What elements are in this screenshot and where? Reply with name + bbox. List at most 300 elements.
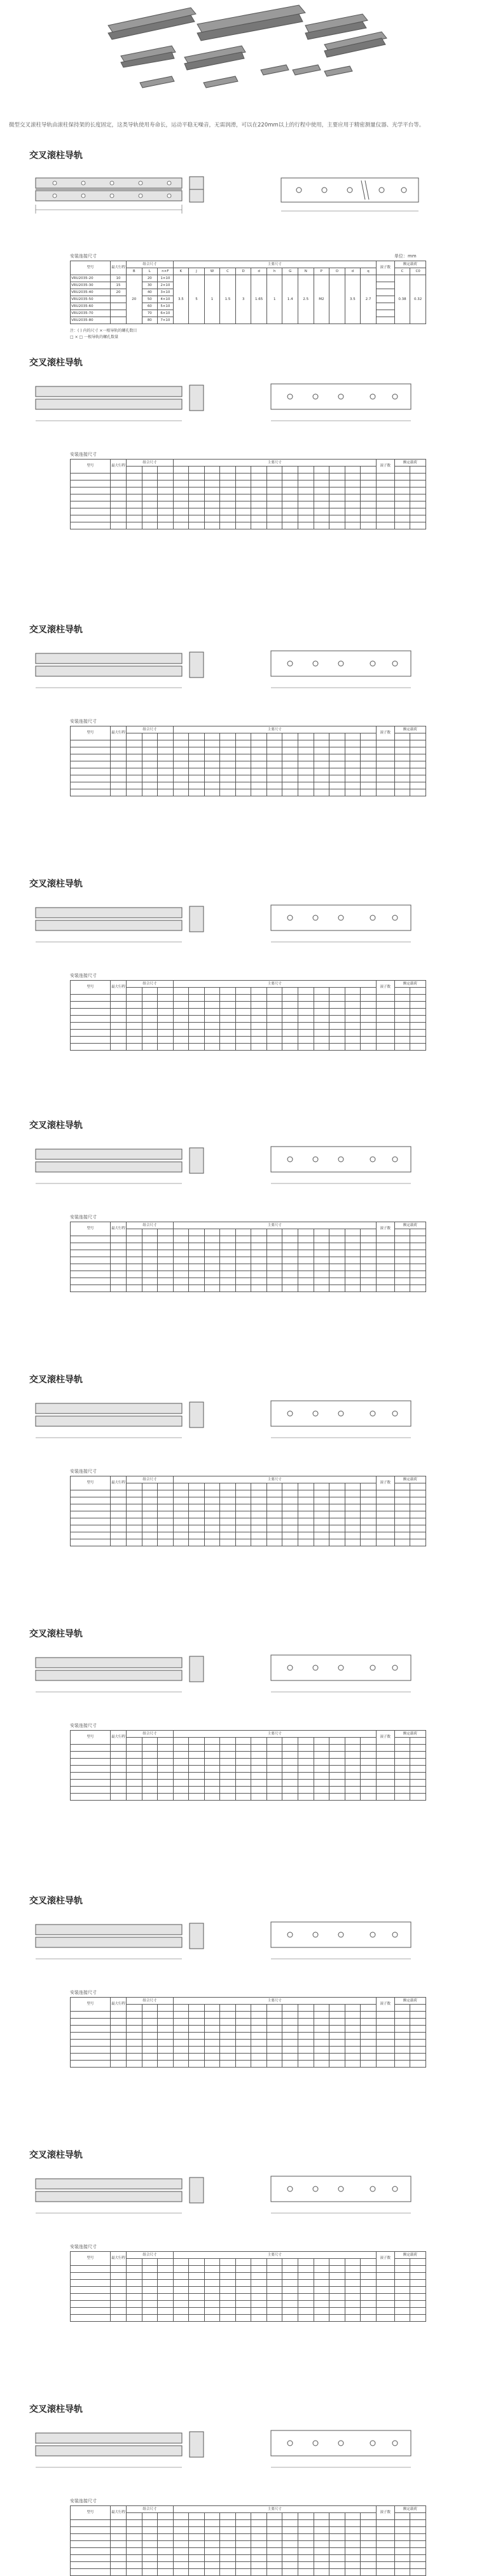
table-cell: [189, 1037, 205, 1044]
table-cell: [410, 2555, 426, 2562]
table-cell: [410, 2266, 426, 2273]
table-row: [71, 775, 426, 782]
table-cell: [127, 1745, 142, 1752]
table-cell: [251, 474, 267, 480]
table-cell: [111, 2527, 127, 2534]
table-cell: [127, 2040, 142, 2047]
table-cell: [361, 1539, 377, 1546]
table-cell: [345, 522, 361, 529]
table-cell: [394, 1532, 410, 1539]
table-cell: [189, 1787, 205, 1794]
rail-drawing: [29, 1135, 424, 1199]
table-cell: [329, 1250, 345, 1257]
table-cell: [345, 2534, 361, 2541]
table-cell: [71, 1257, 111, 1264]
table-cell: [235, 2555, 251, 2562]
table-cell: [361, 1773, 377, 1780]
table-cell: [173, 1497, 189, 1504]
col-header: [251, 733, 267, 740]
table-cell: [345, 1243, 361, 1250]
header-main-dims: 主要尺寸: [173, 726, 376, 733]
table-cell: [158, 1285, 174, 1292]
table-cell: [298, 1002, 314, 1009]
table-cell: [127, 1766, 142, 1773]
table-cell: [127, 2287, 142, 2294]
table-cell: [158, 1532, 174, 1539]
table-cell: [127, 1794, 142, 1801]
table-cell: [220, 2054, 236, 2061]
table-cell: [345, 2569, 361, 2576]
table-cell: [394, 1780, 410, 1787]
table-cell: [220, 789, 236, 796]
table-cell: [361, 761, 377, 768]
col-header: [173, 988, 189, 995]
table-cell: [189, 1257, 205, 1264]
table-cell: [361, 1285, 377, 1292]
table-cell: [282, 1525, 298, 1532]
table-cell: [127, 522, 142, 529]
table-cell: [361, 1532, 377, 1539]
table-cell: [235, 1037, 251, 1044]
table-cell: [361, 1037, 377, 1044]
cell-N: 2.5: [298, 275, 314, 324]
table-cell: [235, 2019, 251, 2026]
table-cell: [266, 480, 282, 487]
table-cell: [220, 2301, 236, 2308]
table-cell: [173, 1539, 189, 1546]
table-cell: [314, 508, 329, 515]
table-cell: [142, 522, 158, 529]
col-header: [410, 1738, 426, 1745]
table-cell: [220, 2040, 236, 2047]
table-row: [71, 1504, 426, 1511]
table-cell: [251, 1766, 267, 1773]
table-cell: [251, 1511, 267, 1518]
table-cell: [410, 2541, 426, 2548]
cell-rollers: [376, 296, 394, 303]
table-cell: [266, 1773, 282, 1780]
table-cell: [410, 768, 426, 775]
table-cell: [282, 2534, 298, 2541]
table-cell: [111, 1766, 127, 1773]
table-cell: [361, 1236, 377, 1243]
table-cell: [361, 2266, 377, 2273]
table-cell: [220, 508, 236, 515]
table-cell: [189, 494, 205, 501]
table-cell: [71, 1511, 111, 1518]
table-cell: [173, 2273, 189, 2280]
table-cell: [71, 1285, 111, 1292]
col-header: [314, 2005, 329, 2012]
table-cell: [204, 789, 220, 796]
table-row: [71, 2301, 426, 2308]
table-cell: [410, 501, 426, 508]
header-rollers: 滚子数: [376, 2252, 394, 2266]
table-cell: [298, 2287, 314, 2294]
table-cell: [142, 2548, 158, 2555]
table-cell: [266, 1752, 282, 1759]
table-cell: [361, 474, 377, 480]
table-cell: [142, 1539, 158, 1546]
table-cell: [220, 2019, 236, 2026]
table-cell: [127, 1525, 142, 1532]
table-cell: [329, 789, 345, 796]
table-cell: [266, 1023, 282, 1030]
table-cell: [361, 494, 377, 501]
col-header: [220, 1738, 236, 1745]
header-rollers: 滚子数: [376, 2506, 394, 2520]
table-cell: [314, 1532, 329, 1539]
table-cell: [189, 2054, 205, 2061]
table-cell: [71, 740, 111, 747]
table-cell: [298, 2061, 314, 2068]
table-cell: [189, 768, 205, 775]
table-cell: [158, 2294, 174, 2301]
table-cell: [189, 1780, 205, 1787]
table-cell: [410, 2026, 426, 2033]
section-title: 交叉滚柱导轨: [29, 625, 83, 635]
table-cell: [251, 2534, 267, 2541]
table-row: [71, 2527, 426, 2534]
table-row: [71, 1271, 426, 1278]
table-cell: [71, 474, 111, 480]
col-header: [173, 1483, 189, 1490]
table-row: [71, 2061, 426, 2068]
table-cell: [282, 1257, 298, 1264]
table-cell: [266, 761, 282, 768]
table-cell: [111, 1759, 127, 1766]
table-cell: [71, 1264, 111, 1271]
table-cell: [173, 2562, 189, 2569]
cell-h: 1: [266, 275, 282, 324]
table-cell: [251, 501, 267, 508]
table-cell: [314, 487, 329, 494]
table-cell: [376, 1016, 394, 1023]
table-cell: [204, 2541, 220, 2548]
table-cell: [251, 2555, 267, 2562]
table-cell: [173, 2026, 189, 2033]
table-cell: [394, 1787, 410, 1794]
table-cell: [142, 1759, 158, 1766]
table-cell: [266, 1236, 282, 1243]
table-row: [71, 2280, 426, 2287]
table-cell: [361, 522, 377, 529]
table-cell: [298, 1511, 314, 1518]
table-cell: [189, 2033, 205, 2040]
col-header: [158, 733, 174, 740]
table-cell: [111, 740, 127, 747]
table-cell: [111, 1236, 127, 1243]
table-cell: [298, 2294, 314, 2301]
table-cell: [158, 487, 174, 494]
header-model: 型号: [71, 726, 111, 740]
table-cell: [189, 2301, 205, 2308]
table-cell: [127, 2026, 142, 2033]
cell-travel: [111, 303, 127, 310]
table-cell: [158, 2040, 174, 2047]
table-cell: [361, 2061, 377, 2068]
table-cell: [235, 1002, 251, 1009]
table-cell: [204, 782, 220, 789]
table-cell: [394, 487, 410, 494]
table-cell: [235, 2033, 251, 2040]
table-cell: [345, 1002, 361, 1009]
table-cell: [111, 789, 127, 796]
table-cell: [158, 1257, 174, 1264]
table-cell: [298, 522, 314, 529]
table-cell: [376, 1037, 394, 1044]
table-cell: [345, 754, 361, 761]
table-cell: [298, 1023, 314, 1030]
table-cell: [282, 768, 298, 775]
table-cell: [71, 2061, 111, 2068]
table-row: [71, 2315, 426, 2322]
table-row: [71, 747, 426, 754]
table-cell: [376, 1250, 394, 1257]
table-cell: [314, 1271, 329, 1278]
table-cell: [173, 515, 189, 522]
table-cell: [127, 761, 142, 768]
product-photo: [95, 0, 403, 112]
table-cell: [204, 480, 220, 487]
table-cell: [314, 2548, 329, 2555]
table-cell: [220, 1539, 236, 1546]
table-cell: [298, 1016, 314, 1023]
table-cell: [282, 1794, 298, 1801]
table-cell: [394, 2541, 410, 2548]
table-cell: [142, 1525, 158, 1532]
col-header: [329, 2005, 345, 2012]
table-row: [71, 1278, 426, 1285]
table-row: [71, 2294, 426, 2301]
table-cell: [158, 1497, 174, 1504]
table-cell: [376, 2520, 394, 2527]
table-cell: [204, 2308, 220, 2315]
header-model: 型号: [71, 981, 111, 995]
table-row: [71, 2287, 426, 2294]
table-cell: [142, 1794, 158, 1801]
table-cell: [251, 775, 267, 782]
table-cell: [173, 740, 189, 747]
table-cell: [282, 1030, 298, 1037]
table-cell: [71, 1016, 111, 1023]
table-row: [71, 1044, 426, 1051]
cell-rollers: [376, 303, 394, 310]
cell-travel: [111, 296, 127, 303]
header-rail-dims: 组合尺寸: [127, 1731, 174, 1738]
table-cell: [204, 995, 220, 1002]
table-cell: [158, 1752, 174, 1759]
cell-L: 80: [142, 317, 158, 324]
table-cell: [266, 1243, 282, 1250]
table-cell: [142, 501, 158, 508]
table-cell: [142, 2273, 158, 2280]
col-N: N: [298, 268, 314, 275]
table-cell: [345, 1257, 361, 1264]
table-cell: [173, 1009, 189, 1016]
table-cell: [189, 1250, 205, 1257]
col-header: [189, 1738, 205, 1745]
col-header: [329, 988, 345, 995]
table-cell: [345, 1236, 361, 1243]
col-header: [394, 467, 410, 474]
table-cell: [251, 782, 267, 789]
table-cell: [329, 768, 345, 775]
table-cell: [266, 768, 282, 775]
table-cell: [189, 508, 205, 515]
table-cell: [298, 1532, 314, 1539]
spec-table: [70, 2505, 426, 2576]
table-cell: [142, 761, 158, 768]
table-cell: [173, 1787, 189, 1794]
table-cell: [282, 1271, 298, 1278]
col-header: [361, 733, 377, 740]
table-cell: [410, 1002, 426, 1009]
table-cell: [266, 2520, 282, 2527]
table-cell: [71, 2266, 111, 2273]
table-cell: [329, 2541, 345, 2548]
table-cell: [158, 515, 174, 522]
table-cell: [376, 1271, 394, 1278]
col-header: [298, 733, 314, 740]
table-cell: [173, 2266, 189, 2273]
table-cell: [204, 487, 220, 494]
table-cell: [314, 1285, 329, 1292]
table-cell: [361, 2548, 377, 2555]
table-cell: [410, 1236, 426, 1243]
table-cell: [361, 2047, 377, 2054]
table-cell: [204, 1009, 220, 1016]
table-cell: [158, 508, 174, 515]
table-cell: [189, 487, 205, 494]
header-load: 额定载荷: [394, 1731, 425, 1738]
table-cell: [204, 1023, 220, 1030]
table-cell: [189, 474, 205, 480]
table-cell: [298, 1539, 314, 1546]
table-cell: [251, 522, 267, 529]
table-cell: [220, 775, 236, 782]
table-cell: [111, 1794, 127, 1801]
col-q: q: [361, 268, 377, 275]
table-cell: [394, 2026, 410, 2033]
table-row: [71, 1490, 426, 1497]
table-cell: [189, 1504, 205, 1511]
table-cell: [251, 2273, 267, 2280]
table-cell: [142, 2315, 158, 2322]
table-cell: [361, 2019, 377, 2026]
table-cell: [376, 1532, 394, 1539]
table-cell: [173, 508, 189, 515]
table-cell: [410, 1787, 426, 1794]
table-cell: [410, 508, 426, 515]
table-cell: [235, 1236, 251, 1243]
table-cell: [282, 1532, 298, 1539]
table-cell: [345, 1794, 361, 1801]
col-header: [220, 467, 236, 474]
table-cell: [235, 2054, 251, 2061]
table-cell: [394, 2527, 410, 2534]
table-cell: [394, 754, 410, 761]
table-cell: [235, 747, 251, 754]
table-cell: [189, 1525, 205, 1532]
table-cell: [158, 782, 174, 789]
table-cell: [345, 761, 361, 768]
header-load: 额定载荷: [394, 1222, 425, 1229]
table-cell: [111, 2273, 127, 2280]
table-cell: [266, 2033, 282, 2040]
table-cell: [282, 1780, 298, 1787]
table-cell: [158, 995, 174, 1002]
table-cell: [142, 1490, 158, 1497]
table-cell: [251, 2266, 267, 2273]
table-cell: [345, 768, 361, 775]
col-header: [235, 988, 251, 995]
table-cell: [376, 1766, 394, 1773]
table-cell: [345, 775, 361, 782]
table-cell: [314, 761, 329, 768]
header-rail-dims: 组合尺寸: [127, 2252, 174, 2259]
table-cell: [394, 2294, 410, 2301]
table-cell: [220, 1518, 236, 1525]
table-cell: [71, 1780, 111, 1787]
table-cell: [394, 2273, 410, 2280]
table-cell: [345, 1766, 361, 1773]
table-cell: [189, 2287, 205, 2294]
table-cell: [314, 1490, 329, 1497]
table-cell: [204, 1243, 220, 1250]
table-cell: [251, 2548, 267, 2555]
table-cell: [345, 740, 361, 747]
table-cell: [158, 1780, 174, 1787]
table-cell: [127, 1780, 142, 1787]
table-cell: [189, 1016, 205, 1023]
table-cell: [204, 740, 220, 747]
header-model: 型号: [71, 460, 111, 474]
table-cell: [189, 2294, 205, 2301]
table-cell: [329, 2315, 345, 2322]
table-cell: [282, 1285, 298, 1292]
table-cell: [394, 501, 410, 508]
col-header: [266, 988, 282, 995]
table-cell: [266, 782, 282, 789]
table-cell: [111, 2026, 127, 2033]
table-cell: [361, 2054, 377, 2061]
table-cell: [111, 1532, 127, 1539]
table-cell: [251, 508, 267, 515]
table-cell: [173, 2541, 189, 2548]
table-row: [71, 1532, 426, 1539]
table-cell: [298, 1794, 314, 1801]
table-cell: [235, 2569, 251, 2576]
table-cell: [298, 1490, 314, 1497]
cell-L: 40: [142, 289, 158, 296]
header-main-dims: 主要尺寸: [173, 1476, 376, 1483]
table-cell: [220, 501, 236, 508]
cell-nF: 4×10: [158, 296, 174, 303]
table-cell: [266, 474, 282, 480]
table-cell: [266, 2040, 282, 2047]
table-cell: [204, 1016, 220, 1023]
table-cell: [142, 1236, 158, 1243]
table-cell: [394, 2534, 410, 2541]
col-header: [345, 1738, 361, 1745]
table-cell: [204, 1787, 220, 1794]
table-cell: [282, 782, 298, 789]
table-cell: [345, 1023, 361, 1030]
table-cell: [394, 2047, 410, 2054]
table-cell: [142, 2301, 158, 2308]
table-cell: [251, 2569, 267, 2576]
